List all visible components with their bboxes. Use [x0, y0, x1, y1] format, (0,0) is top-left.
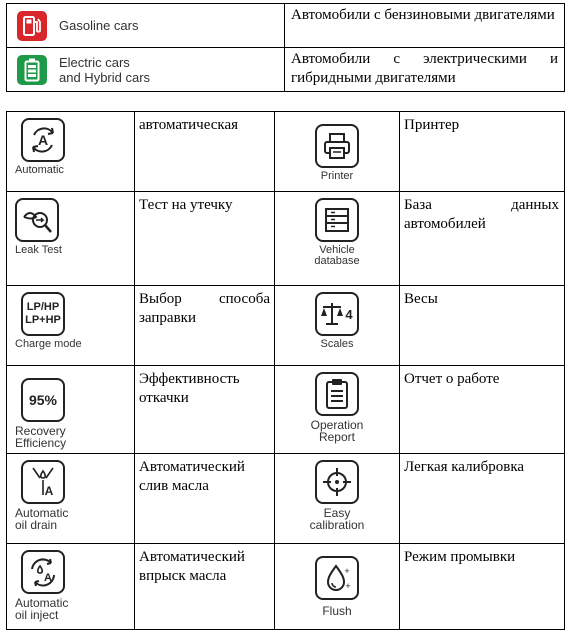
oil-drain-cell [7, 454, 135, 544]
automatic-description: автоматическая [135, 112, 275, 192]
flush-drop-icon [315, 556, 359, 600]
oil-inject-label [15, 597, 68, 621]
automatic-cell [7, 112, 135, 192]
operation-report-icon [315, 372, 359, 416]
vehicle-database-label-line2: database [314, 255, 360, 267]
oil-inject-label-line1: Automatic [15, 596, 69, 610]
electric-description: Автомобили с электрическими и гибридными двигателями [285, 48, 565, 92]
easy-calibration-label-line2: calibration [309, 518, 365, 532]
svg-text:A: A [44, 572, 52, 584]
flush-label: Flush [322, 604, 352, 618]
table-row [7, 544, 565, 630]
recovery-efficiency-label-line1: Recovery [15, 424, 66, 438]
electric-label [59, 55, 150, 85]
table-row [7, 48, 565, 92]
flush-description: Режим промывки [400, 544, 565, 630]
printer-cell [275, 112, 400, 192]
recovery-efficiency-description: Эффективность откачки [135, 366, 275, 454]
charge-mode-icon-text1: LP/HP [26, 301, 60, 313]
gasoline-cell [7, 4, 285, 48]
charge-mode-label: Charge mode [15, 338, 82, 350]
gasoline-label: Gasoline cars [59, 18, 139, 33]
electric-cell [7, 48, 285, 92]
leak-test-label: Leak Test [15, 244, 62, 256]
printer-icon [315, 124, 359, 168]
charge-mode-description: Выбор способа заправки [135, 286, 275, 366]
battery-icon [17, 55, 47, 85]
recovery-efficiency-label-line2: Efficiency [15, 436, 67, 450]
operation-report-label-line2: Report [318, 430, 355, 444]
operation-report-label-line1: Operation [310, 418, 364, 432]
printer-label: Printer [320, 170, 354, 182]
automatic-label: Automatic [15, 164, 64, 176]
leak-test-cell [7, 192, 135, 286]
operation-report-cell [275, 366, 400, 454]
scales-cell [275, 286, 400, 366]
charge-mode-icon [21, 292, 65, 336]
crosshair-icon [315, 460, 359, 504]
scales-label: Scales [320, 338, 354, 350]
svg-text:A: A [44, 484, 54, 498]
oil-drain-label [15, 507, 68, 531]
svg-text:4: 4 [345, 307, 353, 322]
table-row [7, 192, 565, 286]
table-row [7, 4, 565, 48]
recovery-efficiency-icon [21, 378, 65, 422]
operation-report-description: Отчет о работе [400, 366, 565, 454]
oil-drain-label-line1: Automatic [15, 506, 69, 520]
recovery-efficiency-icon-text: 95% [28, 392, 58, 408]
automatic-icon [21, 118, 65, 162]
svg-text:A: A [37, 132, 49, 148]
oil-drain-icon [21, 460, 65, 504]
svg-text:+: + [345, 581, 351, 591]
charge-mode-cell [7, 286, 135, 366]
electric-label-line2: and Hybrid cars [59, 69, 151, 85]
oil-inject-description: Автоматический впрыск масла [135, 544, 275, 630]
easy-calibration-label [310, 507, 365, 531]
easy-calibration-label-line1: Easy [323, 506, 351, 520]
vehicle-database-icon [315, 198, 359, 242]
leak-test-description: Тест на утечку [135, 192, 275, 286]
oil-inject-icon [21, 550, 65, 594]
recovery-efficiency-cell [7, 366, 135, 454]
leak-test-icon [15, 198, 59, 242]
fuel-pump-icon [17, 11, 47, 41]
flush-cell [275, 544, 400, 630]
electric-label-line1: Electric cars [59, 54, 130, 70]
vehicle-database-description: База данных автомобилей [400, 192, 565, 286]
printer-description: Принтер [400, 112, 565, 192]
oil-drain-label-line2: oil drain [15, 518, 58, 532]
table-row [7, 454, 565, 544]
icon-legend-table [6, 111, 565, 630]
charge-mode-icon-text2: LP+HP [25, 314, 61, 326]
table-row [7, 286, 565, 366]
gasoline-description: Автомобили с бензиновыми двигателями [285, 4, 565, 48]
easy-calibration-cell [275, 454, 400, 544]
vehicle-database-label-line1: Vehicle [319, 244, 355, 256]
vehicle-database-label [314, 245, 359, 267]
operation-report-label [311, 419, 364, 443]
table-row [7, 112, 565, 192]
oil-drain-description: Автоматический слив масла [135, 454, 275, 544]
vehicle-database-cell [275, 192, 400, 286]
table-row [7, 366, 565, 454]
scales-icon [315, 292, 359, 336]
recovery-efficiency-label [15, 425, 66, 449]
easy-calibration-description: Легкая калибровка [400, 454, 565, 544]
scales-description: Весы [400, 286, 565, 366]
svg-text:+: + [344, 566, 350, 576]
oil-inject-label-line2: oil inject [15, 608, 59, 622]
vehicle-type-table [6, 3, 565, 92]
oil-inject-cell [7, 544, 135, 630]
